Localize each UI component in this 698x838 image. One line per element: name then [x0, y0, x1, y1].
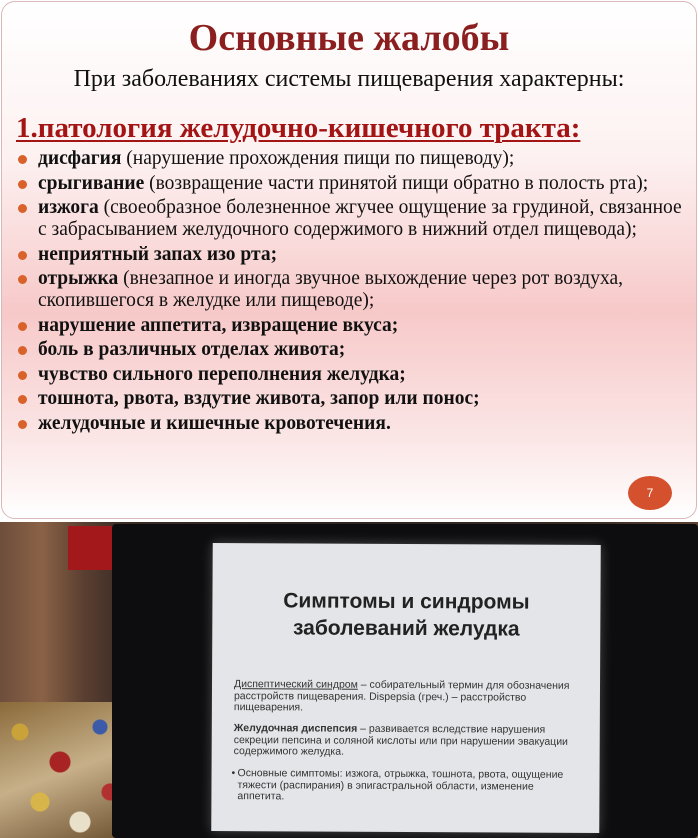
list-item: отрыжка (внезапное и иногда звучное выхождение через рот воздуха, скопившегося в желудке или пищеводе);	[16, 268, 686, 312]
list-item: срыгивание (возвращение части принятой пищи обратно в полость рта);	[16, 173, 686, 195]
section-heading: 1.патология желудочно-кишечного тракта:	[16, 112, 581, 144]
monitor-photo	[0, 522, 698, 838]
list-item: желудочные и кишечные кровотечения.	[16, 413, 686, 435]
presentation-slide	[1, 1, 697, 519]
slide-title: Основные жалобы	[188, 17, 510, 59]
bullet-icon	[18, 371, 27, 380]
slide-subtitle: При заболеваниях системы пищеварения характерны:	[73, 66, 625, 92]
bullet-icon	[18, 275, 27, 284]
screen-paragraph: Диспептический синдром – собирательный термин для обозначения расстройств пищеварения. Dispepsia (греч.) – расстройство пищеварения.	[233, 678, 570, 714]
list-item: тошнота, рвота, вздутие живота, запор или понос;	[16, 388, 686, 410]
screen-paragraph: Желудочная диспепсия – развивается вследствие нарушения секреции пепсина и соляной кислоты или при нарушении эвакуации содержимого желудка.	[233, 722, 568, 758]
list-item: изжога (своеобразное болезненное жгучее ощущение за грудиной, связанное с забрасыванием желудочного содержимого в нижний отдел пищевода);	[16, 197, 686, 241]
bullet-icon	[18, 346, 27, 355]
bullet-icon	[18, 322, 27, 331]
red-object	[68, 526, 118, 570]
bullet-icon	[18, 395, 27, 404]
bullet-icon	[18, 155, 27, 164]
list-item: дисфагия (нарушение прохождения пищи по пищеводу);	[16, 148, 686, 170]
complaints-list	[16, 148, 686, 437]
bullet-icon	[18, 204, 27, 213]
screen-bullet: • Основные симптомы: изжога, отрыжка, тошнота, рвота, ощущение тяжести (распирания) в эпигастральной области, изменение аппетита.	[231, 767, 564, 803]
bullet-icon	[18, 180, 27, 189]
list-item: чувство сильного переполнения желудка;	[16, 364, 686, 386]
list-item: неприятный запах изо рта;	[16, 244, 686, 266]
monitor-screen	[211, 543, 601, 833]
list-item: нарушение аппетита, извращение вкуса;	[16, 315, 686, 337]
bullet-icon	[18, 420, 27, 429]
bullet-icon	[18, 251, 27, 260]
list-item: боль в различных отделах живота;	[16, 339, 686, 361]
screen-title: Симптомы и синдромы заболеваний желудка	[283, 589, 530, 641]
page-number-badge: 7	[628, 476, 672, 510]
